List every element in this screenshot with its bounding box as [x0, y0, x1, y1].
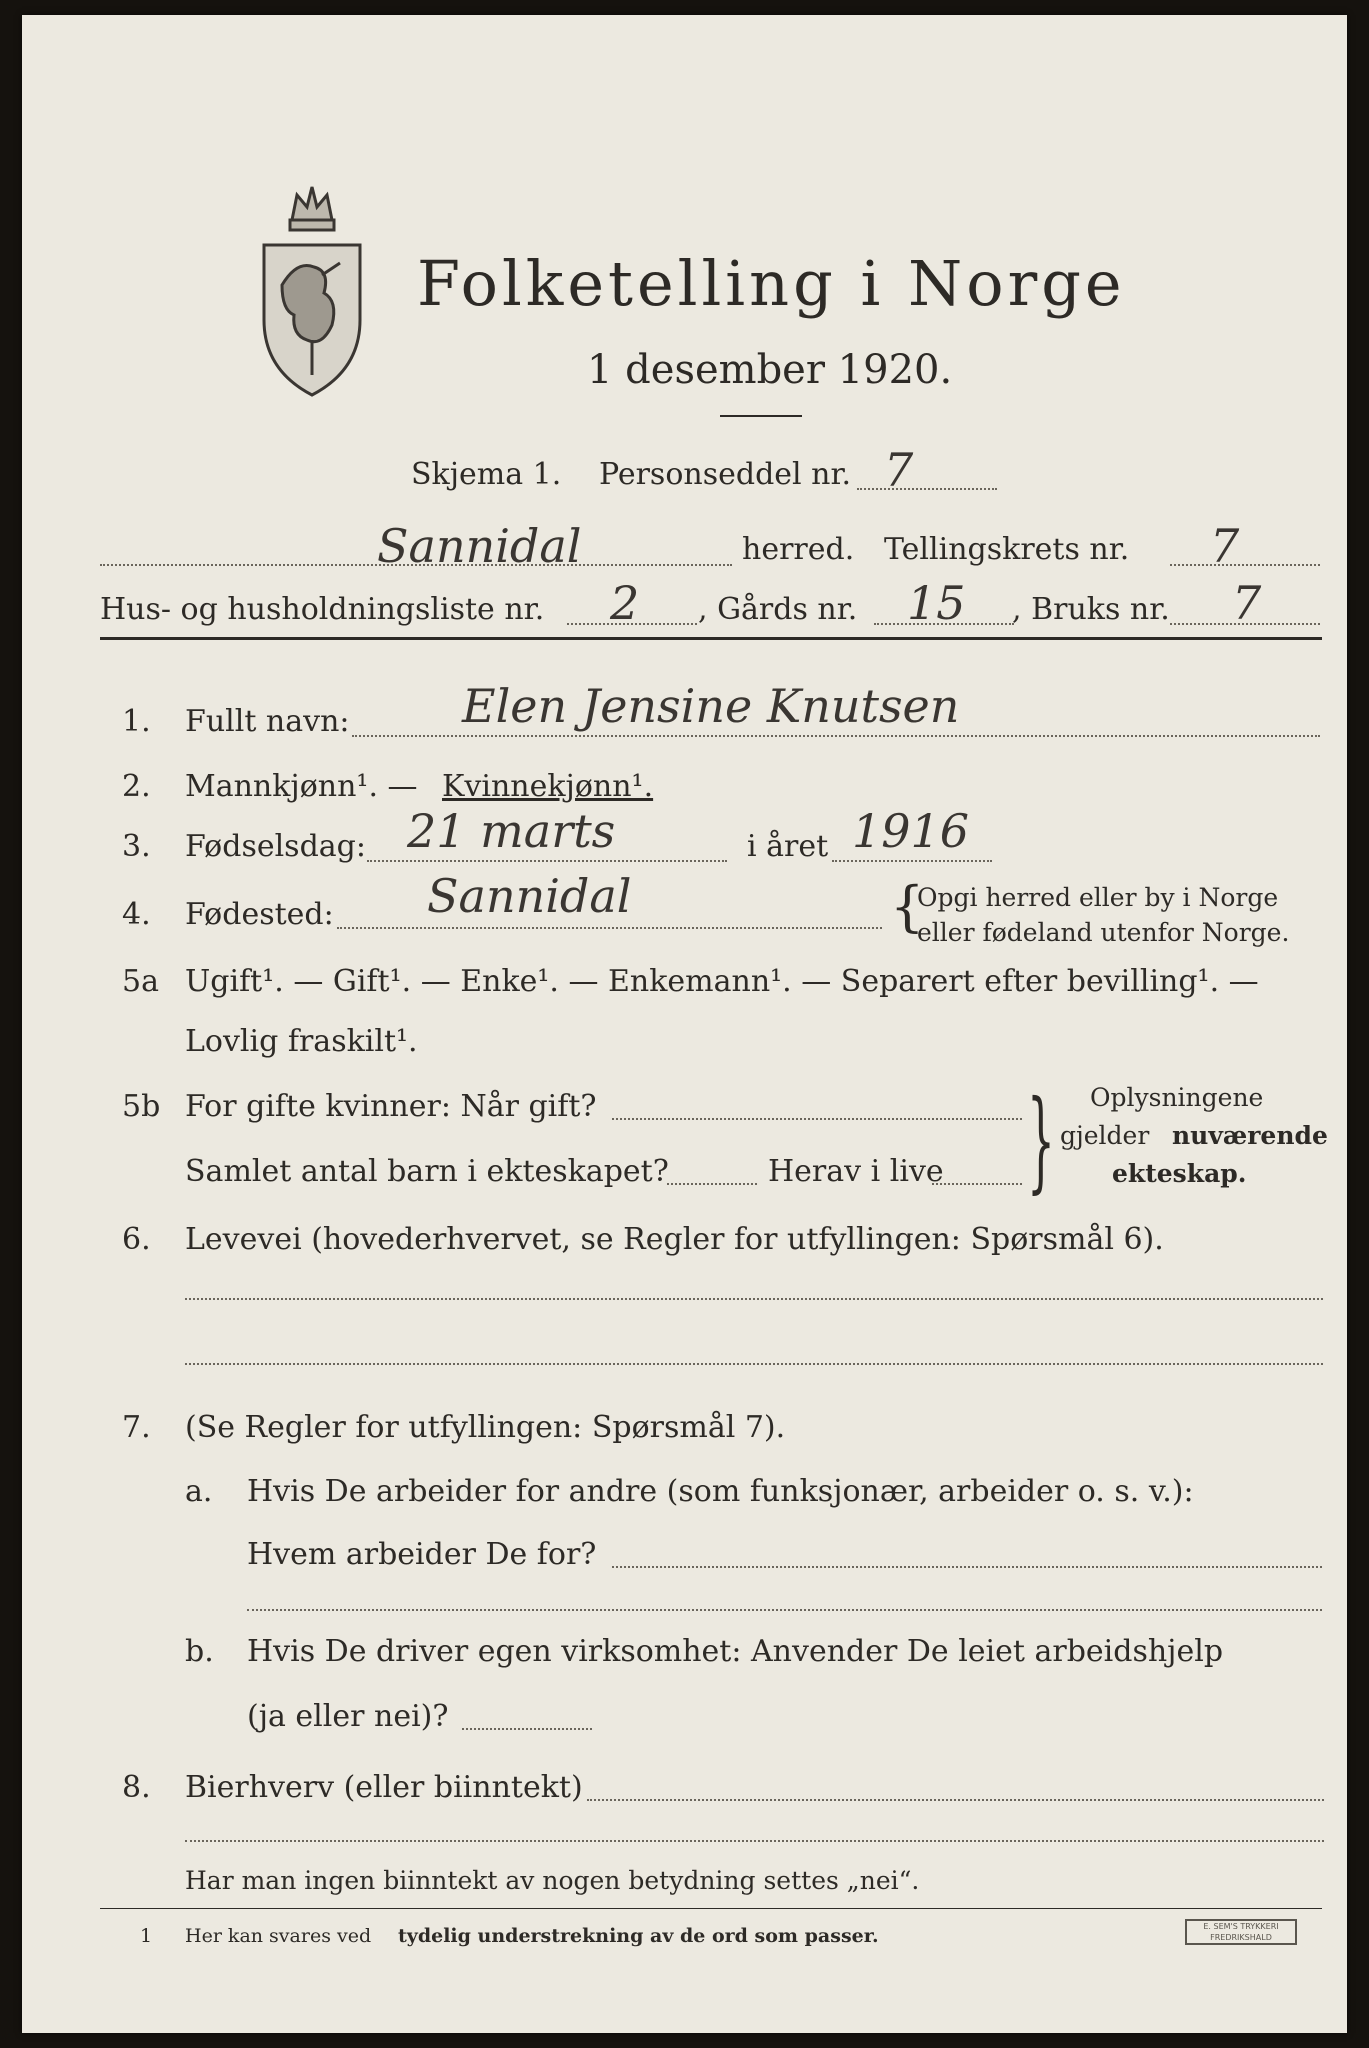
bruks-value: 7	[1232, 576, 1262, 630]
footnote-number: 1	[140, 1925, 153, 1947]
q5b-note-line3: ekteskap.	[1112, 1159, 1247, 1188]
q8-number: 8.	[122, 1770, 151, 1805]
gards-value: 15	[907, 576, 966, 630]
q3-number: 3.	[122, 829, 151, 864]
herred-label: herred.	[742, 532, 855, 567]
full-name-value: Elen Jensine Knutsen	[462, 679, 960, 733]
title-divider	[720, 415, 802, 417]
income-note: Har man ingen biinntekt av nogen betydning settes „nei“.	[185, 1866, 920, 1895]
q7a-letter: a.	[185, 1474, 213, 1509]
q5a-options-cont: Lovlig fraskilt¹.	[185, 1024, 418, 1059]
footer-rule	[100, 1908, 1322, 1909]
footnote-text-a: Her kan svares ved	[185, 1925, 372, 1947]
q5b-brace: }	[1027, 1076, 1055, 1204]
birthplace-value: Sannidal	[427, 869, 632, 923]
personseddel-value: 7	[884, 443, 914, 497]
q7b-answer-label: (ja eller nei)?	[247, 1699, 449, 1734]
q4-note-line1: Opgi herred eller by i Norge	[917, 883, 1279, 912]
q7b-answer-line	[462, 1728, 592, 1730]
q1-label: Fullt navn:	[185, 704, 350, 739]
tellingskrets-label: Tellingskrets nr.	[884, 532, 1130, 567]
stamp-line2: FREDRIKSHALD	[1210, 1933, 1272, 1942]
stamp-line1: E. SEM'S TRYKKERI	[1203, 1922, 1279, 1931]
q5b-number: 5b	[122, 1089, 161, 1124]
q7b-label: Hvis De driver egen virksomhet: Anvender De leiet arbeidshjelp	[247, 1634, 1224, 1669]
q5b-married-line	[612, 1118, 1022, 1120]
hus-value: 2	[610, 576, 640, 630]
hus-label: Hus- og husholdningsliste nr.	[100, 592, 545, 627]
herred-value: Sannidal	[377, 519, 582, 573]
footnote-text-b: tydelig understrekning av de ord som passer.	[398, 1925, 879, 1947]
q5b-note-line1: Oplysningene	[1090, 1083, 1264, 1112]
birth-year-value: 1916	[852, 804, 970, 858]
personseddel-line	[857, 488, 997, 490]
q5b-alive-label: Herav i live	[768, 1154, 944, 1189]
schema-label: Skjema 1.	[411, 457, 562, 492]
personseddel-label: Personseddel nr.	[599, 457, 852, 492]
q7a-employer-label: Hvem arbeider De for?	[247, 1537, 597, 1572]
q7a-label: Hvis De arbeider for andre (som funksjonær, arbeider o. s. v.):	[247, 1474, 1194, 1509]
q5b-children-label: Samlet antal barn i ekteskapet?	[185, 1154, 669, 1189]
q6-number: 6.	[122, 1222, 151, 1257]
q6-label: Levevei (hovederhvervet, se Regler for utfyllingen: Spørsmål 6).	[185, 1222, 1164, 1257]
tellingskrets-line	[1170, 564, 1320, 566]
q8-line-1	[587, 1799, 1324, 1801]
q3-label: Fødselsdag:	[185, 829, 366, 864]
q5b-children-line	[667, 1183, 757, 1185]
gards-label: , Gårds nr.	[698, 592, 858, 627]
q4-note-line2: eller fødeland utenfor Norge.	[917, 918, 1290, 947]
q2-female-option: Kvinnekjønn¹.	[442, 769, 654, 804]
census-form	[22, 15, 1347, 2033]
q3-year-line	[832, 860, 992, 862]
q5b-alive-line	[932, 1183, 1022, 1185]
header-rule	[100, 637, 1322, 640]
census-date: 1 desember 1920.	[587, 347, 953, 393]
q7a-employer-line	[612, 1566, 1322, 1568]
q5b-married-label: For gifte kvinner: Når gift?	[185, 1089, 597, 1124]
q2-number: 2.	[122, 769, 151, 804]
q1-number: 1.	[122, 704, 151, 739]
q2-male-option: Mannkjønn¹. —	[185, 769, 418, 804]
q4-line	[337, 927, 882, 929]
q5a-number: 5a	[122, 964, 159, 999]
q5b-note-line2b: nuværende	[1172, 1121, 1328, 1150]
q7-label: (Se Regler for utfyllingen: Spørsmål 7).	[185, 1410, 786, 1445]
q7a-extra-line	[247, 1609, 1322, 1611]
q4-number: 4.	[122, 897, 151, 932]
birthday-value: 21 marts	[407, 804, 616, 858]
tellingskrets-value: 7	[1210, 519, 1240, 573]
q6-line-2	[185, 1363, 1323, 1365]
q6-line-1	[185, 1298, 1323, 1300]
q7-number: 7.	[122, 1410, 151, 1445]
q4-brace: {	[890, 875, 925, 938]
q4-label: Fødested:	[185, 897, 334, 932]
q1-line	[352, 735, 1320, 737]
printer-stamp	[1185, 1919, 1297, 1945]
q3-year-label: i året	[747, 829, 829, 864]
q8-line-2	[185, 1840, 1324, 1842]
q3-line	[367, 860, 727, 862]
coat-of-arms-icon	[252, 175, 372, 400]
bruks-label: , Bruks nr.	[1012, 592, 1170, 627]
q5a-options: Ugift¹. — Gift¹. — Enke¹. — Enkemann¹. — Separert efter bevilling¹. —	[185, 964, 1259, 999]
q8-label: Bierhverv (eller biinntekt)	[185, 1770, 583, 1805]
q5b-note-line2a: gjelder	[1060, 1121, 1150, 1150]
form-title: Folketelling i Norge	[417, 247, 1126, 320]
q7b-letter: b.	[185, 1634, 214, 1669]
